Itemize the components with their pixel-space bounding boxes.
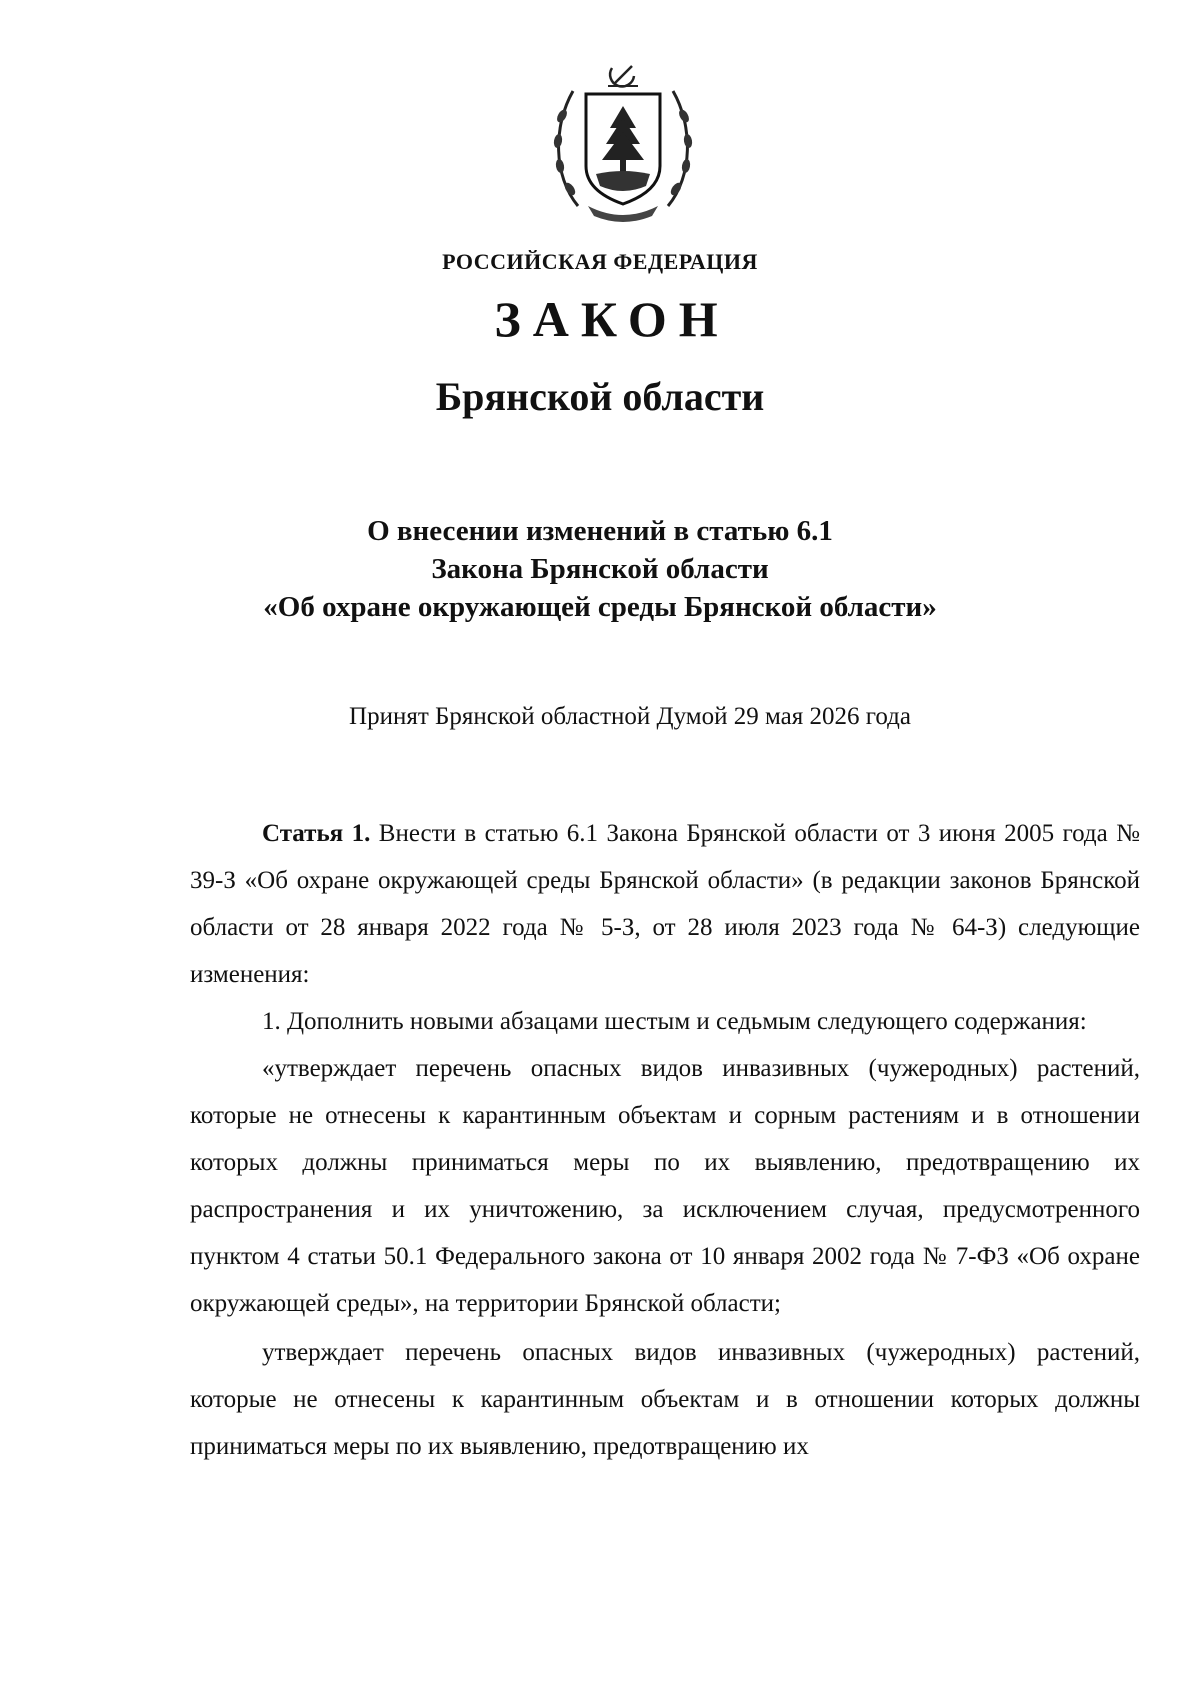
- article-1-paragraph: [190, 810, 1140, 998]
- region-heading: Брянской области: [435, 374, 765, 419]
- article-1-text: Внести в статью 6.1 Закона Брянской области от 3 июня 2005 года № 39-З «Об охране окружающей среды Брянской области» (в редакции законов Брянской области от 28 января 2022 года № 5-З, от 28 июля 2023 года № 64-З) следующие изменения:: [190, 820, 1140, 988]
- document-type-heading: ЗАКОН: [494, 291, 730, 347]
- quoted-paragraph-1: «утверждает перечень опасных видов инвазивных (чужеродных) растений, которые не отнесены к карантинным объектам и сорным растениям и в отношении которых должны приниматься меры по их выявлению, предотвращению их распространения и их уничтожению, за исключением случая, предусмотренного пунктом 4 статьи 50.1 Федерального закона от 10 января 2002 года № 7-ФЗ «Об охране окружающей среды», на территории Брянской области;: [190, 1055, 1140, 1317]
- article-1-heading: Статья 1.: [262, 820, 371, 847]
- law-title-line-1: О внесении изменений в статью 6.1: [367, 515, 833, 547]
- law-body: [190, 810, 1140, 1470]
- quoted-paragraph-2: утверждает перечень опасных видов инвазивных (чужеродных) растений, которые не отнесены к карантинным объектам и в отношении которых должны приниматься меры по их выявлению, предотвращению их: [190, 1339, 1140, 1460]
- law-title-line-3: «Об охране окружающей среды Брянской области»: [263, 591, 937, 623]
- item-1-paragraph: 1. Дополнить новыми абзацами шестым и седьмым следующего содержания:: [262, 1008, 1087, 1035]
- law-title: [0, 512, 1200, 626]
- law-title-line-2: Закона Брянской области: [431, 553, 769, 585]
- bryansk-coat-of-arms-icon: [548, 56, 698, 226]
- adoption-line: Принят Брянской областной Думой 29 мая 2026 года: [349, 703, 911, 730]
- country-heading: РОССИЙСКАЯ ФЕДЕРАЦИЯ: [442, 249, 758, 274]
